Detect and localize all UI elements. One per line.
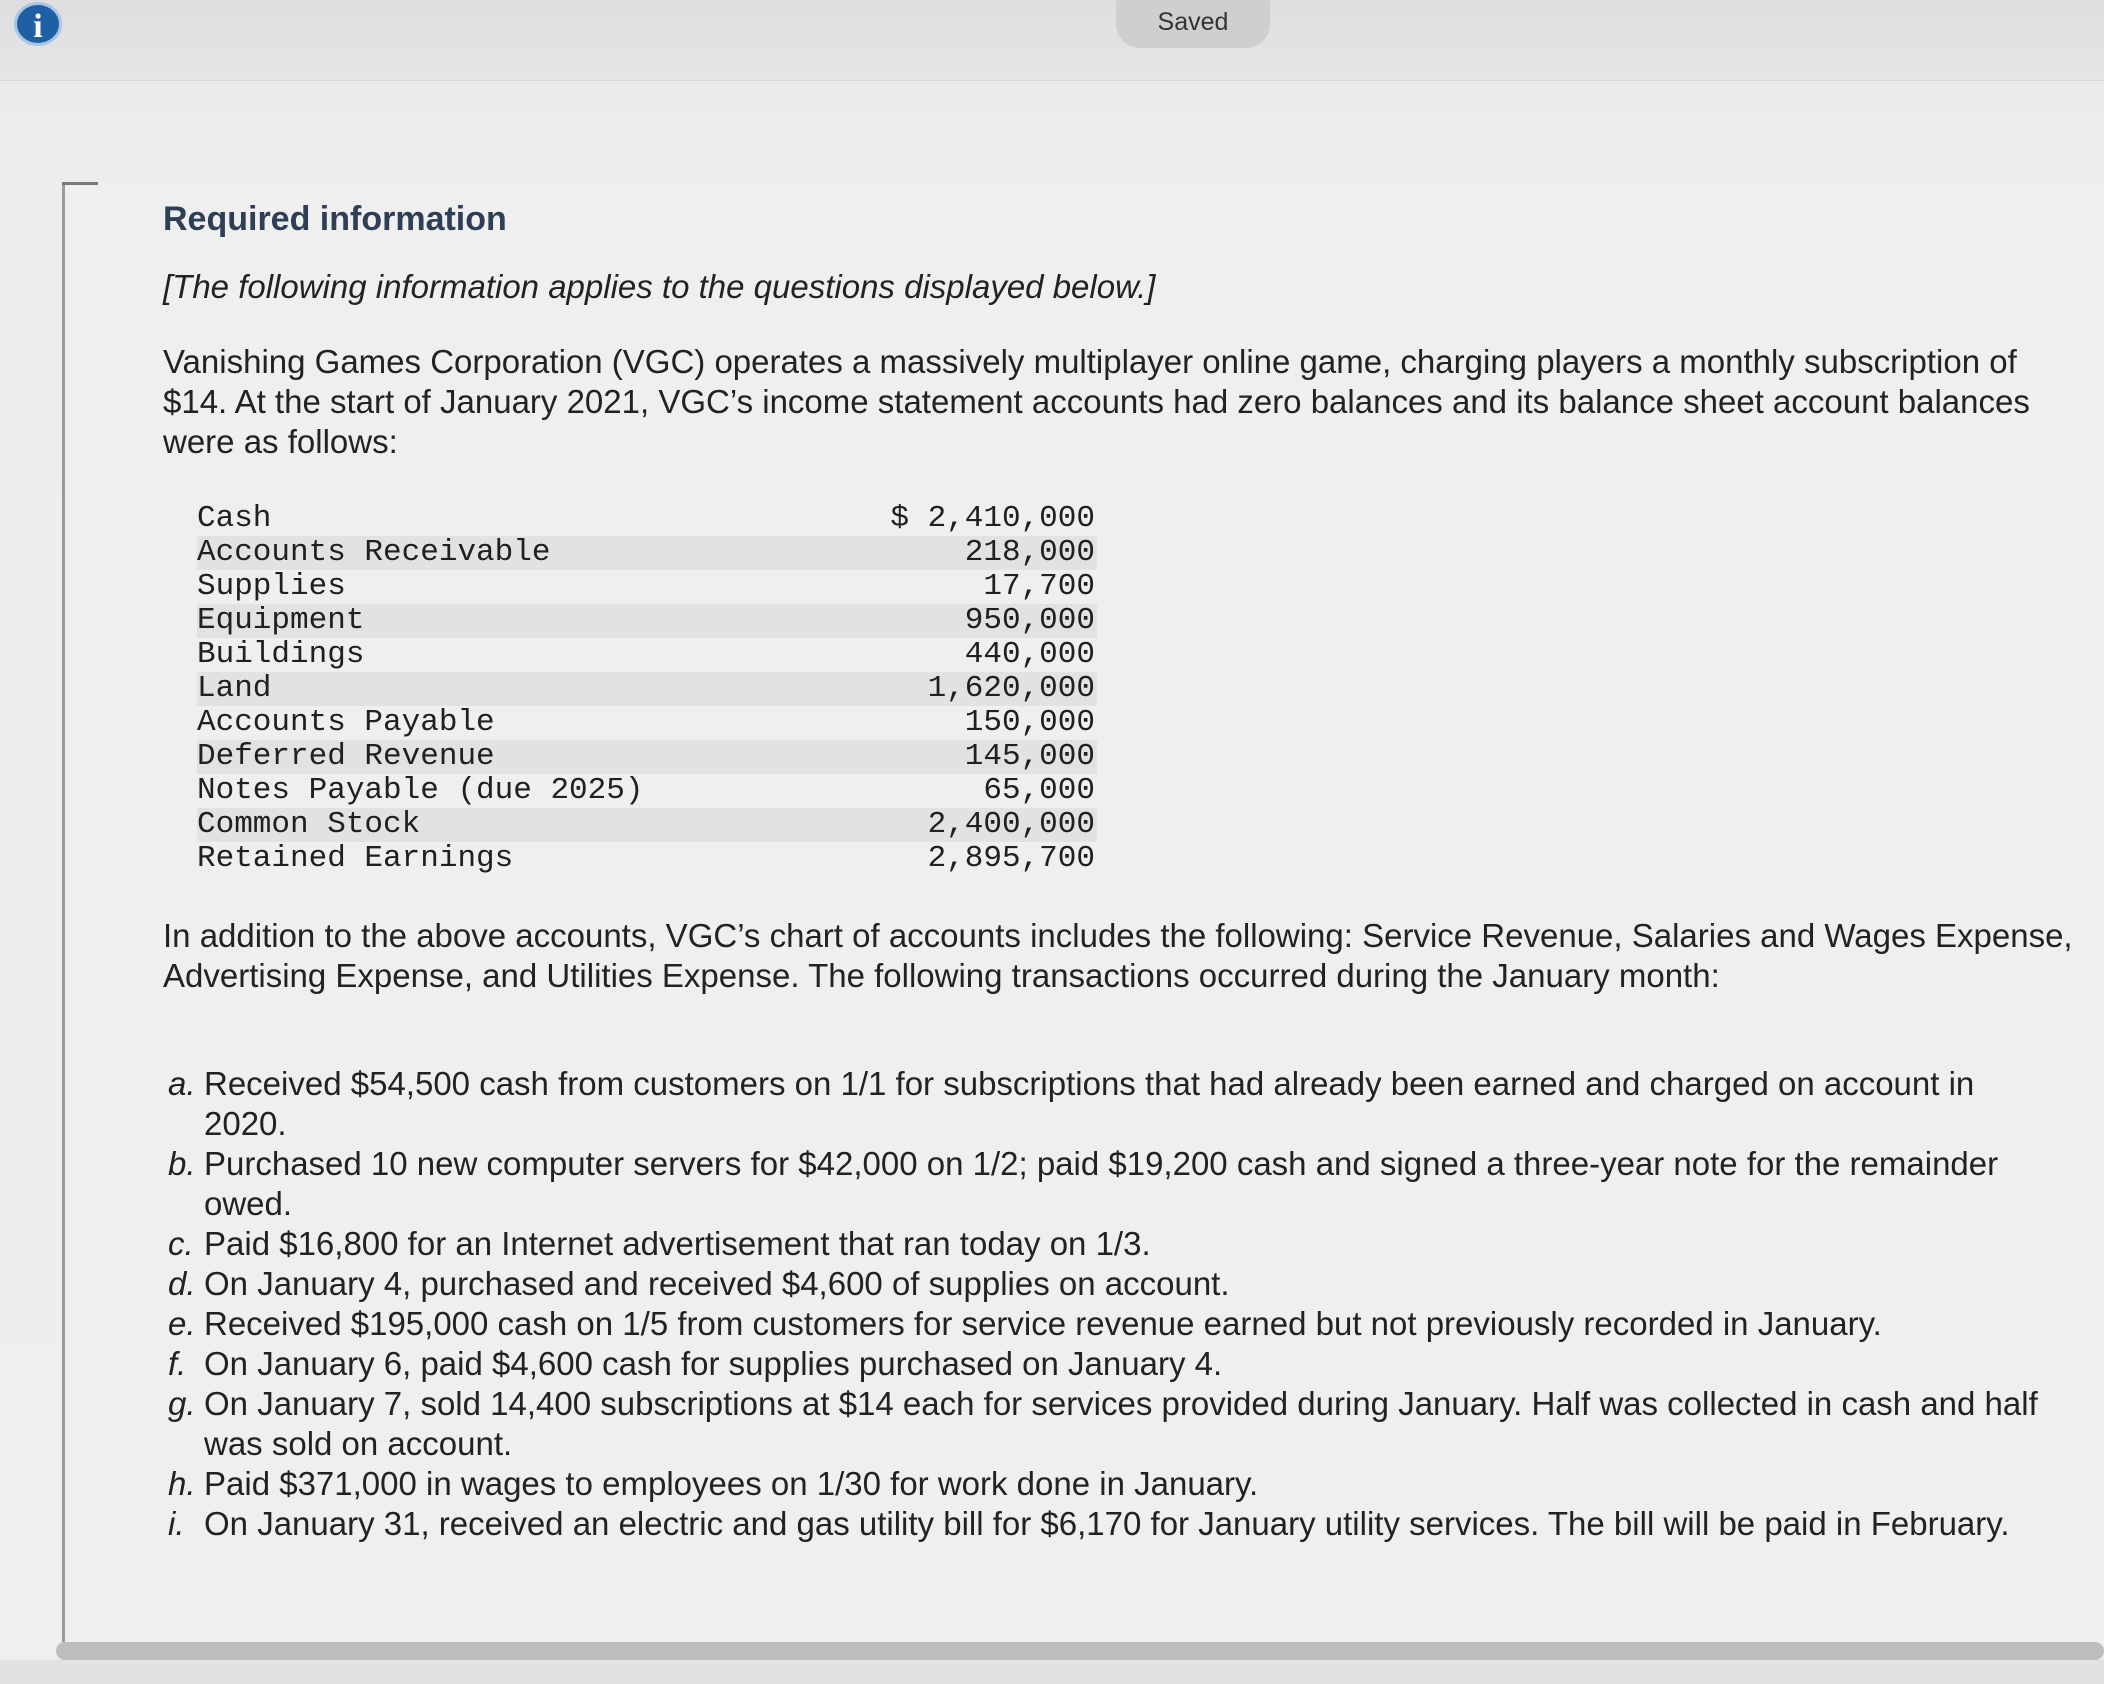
transaction-text: On January 6, paid $4,600 cash for supplies purchased on January 4. (204, 1345, 1223, 1382)
table-row (197, 638, 1097, 672)
account-value: 65,000 (983, 773, 1095, 808)
account-name: Supplies (197, 569, 346, 604)
transaction-letter: b. (168, 1145, 196, 1182)
transaction-text: On January 4, purchased and received $4,600 of supplies on account. (204, 1265, 1230, 1302)
transaction-text: Received $195,000 cash on 1/5 from customers for service revenue earned but not previously recorded in January. (204, 1305, 1882, 1342)
account-name: Land (197, 671, 272, 706)
account-name: Equipment (197, 603, 365, 638)
transaction-text: On January 7, sold 14,400 subscriptions at $14 each for services provided during January. Half was collected in cash and half was sold on account. (204, 1385, 2038, 1462)
transaction-text: Paid $16,800 for an Internet advertisement that ran today on 1/3. (204, 1225, 1151, 1262)
applies-note: [The following information applies to the questions displayed below.] (163, 268, 1156, 305)
table-row (197, 706, 1097, 740)
transaction-text: Received $54,500 cash from customers on 1/1 for subscriptions that had already been earned and charged on account in 2020. (204, 1065, 1975, 1142)
account-name: Accounts Receivable (197, 535, 551, 570)
transactions-list (168, 1064, 2068, 1544)
transaction-letter: f. (168, 1345, 187, 1382)
table-row (197, 570, 1097, 604)
transaction-letter: e. (168, 1305, 196, 1342)
list-item (168, 1304, 2068, 1344)
account-name: Accounts Payable (197, 705, 495, 740)
chart-of-accounts-paragraph: In addition to the above accounts, VGC’s chart of accounts includes the following: Service Revenue, Salaries and Wages Expense, Advertising Expense, and Utilities Expense. The following transactions occurred during the January month: (163, 917, 2073, 994)
list-item (168, 1064, 2068, 1144)
transaction-letter: i. (168, 1505, 185, 1542)
table-row (197, 502, 1097, 536)
panel-divider-tick (62, 182, 98, 185)
list-item (168, 1144, 2068, 1224)
table-row (197, 536, 1097, 570)
table-row (197, 808, 1097, 842)
account-value: 2,895,700 (927, 841, 1095, 876)
transaction-text: Paid $371,000 in wages to employees on 1/30 for work done in January. (204, 1465, 1259, 1502)
info-icon[interactable]: i (14, 2, 62, 46)
account-name: Deferred Revenue (197, 739, 495, 774)
account-value: 150,000 (964, 705, 1095, 740)
list-item (168, 1344, 2068, 1384)
top-bar (0, 0, 2104, 81)
account-name: Retained Earnings (197, 841, 514, 876)
transaction-letter: c. (168, 1225, 194, 1262)
intro-paragraph: Vanishing Games Corporation (VGC) operates a massively multiplayer online game, charging players a monthly subscription of $14. At the start of January 2021, VGC’s income statement accounts had zero balances and its balance sheet account balances were as follows: (163, 343, 2030, 460)
account-value: 1,620,000 (927, 671, 1095, 706)
table-row (197, 672, 1097, 706)
list-item (168, 1224, 2068, 1264)
account-name: Common Stock (197, 807, 421, 842)
account-value: 440,000 (964, 637, 1095, 672)
list-item (168, 1464, 2068, 1504)
transaction-letter: g. (168, 1385, 196, 1422)
transaction-letter: h. (168, 1465, 196, 1502)
table-row (197, 774, 1097, 808)
account-value: 17,700 (983, 569, 1095, 604)
account-value: 950,000 (964, 603, 1095, 638)
account-name: Notes Payable (due 2025) (197, 773, 644, 808)
saved-status-badge: Saved (1116, 0, 1270, 48)
account-value: 218,000 (964, 535, 1095, 570)
table-row (197, 842, 1097, 876)
list-item (168, 1384, 2068, 1464)
bottom-strip (0, 1660, 2104, 1684)
list-item (168, 1264, 2068, 1304)
transaction-letter: a. (168, 1065, 196, 1102)
transaction-letter: d. (168, 1265, 196, 1302)
horizontal-scrollbar[interactable] (56, 1642, 2104, 1660)
account-balances-table (197, 502, 1097, 876)
question-content (163, 200, 2083, 1544)
account-value: $ 2,410,000 (890, 501, 1095, 536)
transaction-text: Purchased 10 new computer servers for $42,000 on 1/2; paid $19,200 cash and signed a three-year note for the remainder owed. (204, 1145, 1999, 1222)
account-name: Buildings (197, 637, 365, 672)
list-item (168, 1504, 2068, 1544)
account-name: Cash (197, 501, 272, 536)
table-row (197, 604, 1097, 638)
table-row (197, 740, 1097, 774)
required-information-title: Required information (163, 200, 507, 238)
account-value: 145,000 (964, 739, 1095, 774)
account-value: 2,400,000 (927, 807, 1095, 842)
transaction-text: On January 31, received an electric and gas utility bill for $6,170 for January utility services. The bill will be paid in February. (204, 1505, 2010, 1542)
